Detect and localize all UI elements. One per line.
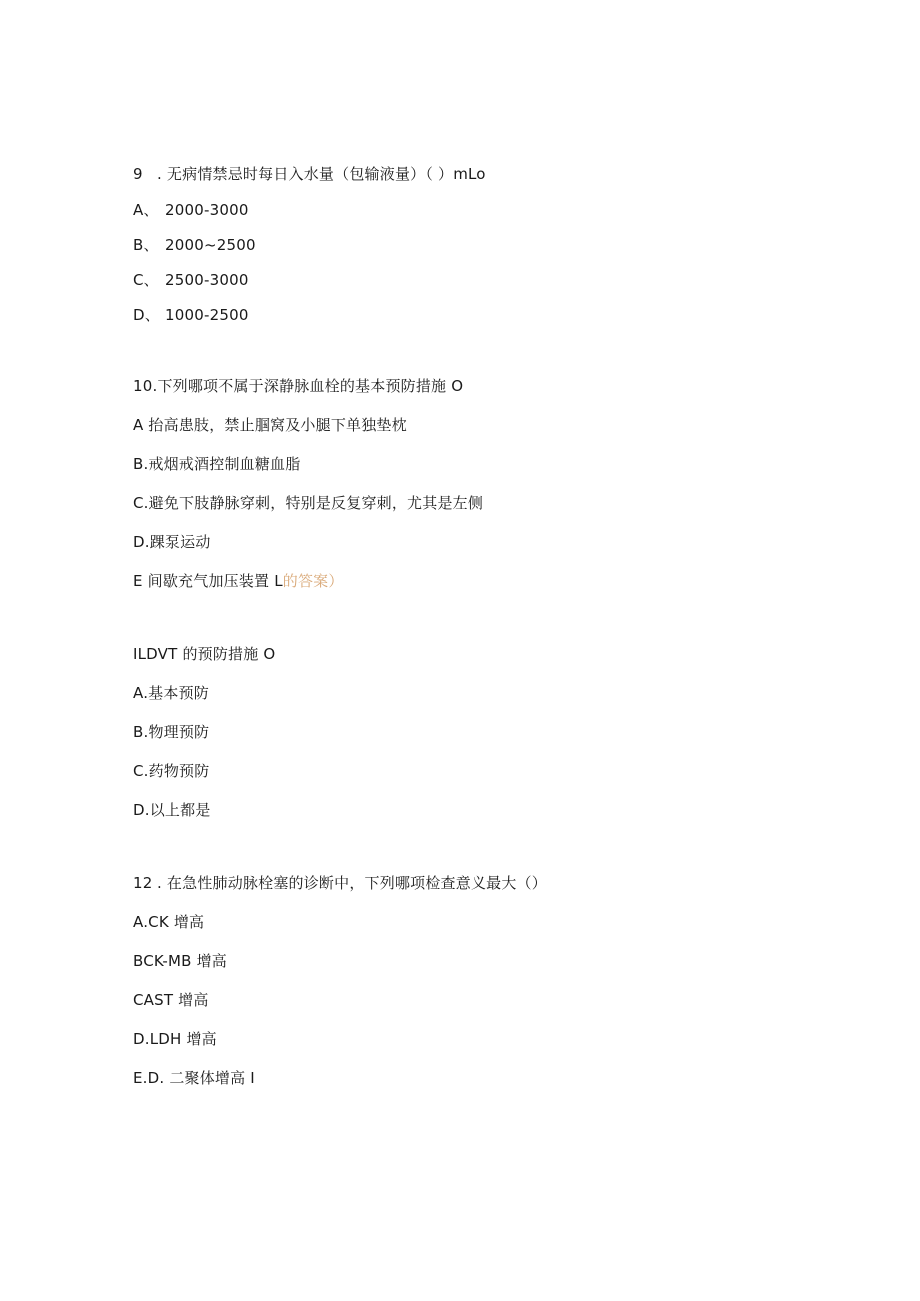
question-10: 10.下列哪项不属于深静脉血栓的基本预防措施 O [133,377,464,395]
option-letter: D、 [133,306,160,324]
option-10d: D.踝泵运动 [133,533,211,551]
option-9b [133,235,256,255]
option-10b: B.戒烟戒酒控制血糖血脂 [133,455,301,473]
option-12c: CAST 增高 [133,991,209,1009]
question-12 [133,873,547,893]
option-9c [133,270,249,290]
option-9a [133,200,249,220]
question-11: ILDVT 的预防措施 O [133,645,276,663]
option-text: 2000-3000 [165,201,249,219]
option-letter: A、 [133,201,159,219]
question-number: 9 [133,165,143,183]
question-number: 12 [133,874,153,892]
option-11c: C.药物预防 [133,762,210,780]
option-text: E 间歇充气加压装置 L [133,572,283,590]
option-text: 2500-3000 [165,271,249,289]
option-12e: E.D. 二聚体增高 I [133,1069,255,1087]
question-text: . 无病情禁忌时每日入水量（包输液量）（ ）mLo [157,165,486,183]
option-12a: A.CK 增高 [133,913,205,931]
option-12d: D.LDH 增高 [133,1030,217,1048]
option-10e [133,571,344,591]
option-letter: B、 [133,236,159,254]
option-10c: C.避免下肢静脉穿刺，特别是反复穿刺，尤其是左侧 [133,494,484,512]
option-11d: D.以上都是 [133,801,211,819]
option-letter: C、 [133,271,159,289]
option-text: 2000~2500 [165,236,256,254]
option-11a: A.基本预防 [133,684,209,702]
option-11b: B.物理预防 [133,723,210,741]
option-text: 1000-2500 [165,306,249,324]
question-9 [133,164,486,184]
option-10a: A 抬高患肢，禁止腘窝及小腿下单独垫枕 [133,416,407,434]
option-12b: BCK-MB 增高 [133,952,227,970]
faint-overlay-text: 的答案） [282,572,344,590]
question-text: . 在急性肺动脉栓塞的诊断中，下列哪项检查意义最大（） [157,874,547,892]
option-9d [133,305,249,325]
